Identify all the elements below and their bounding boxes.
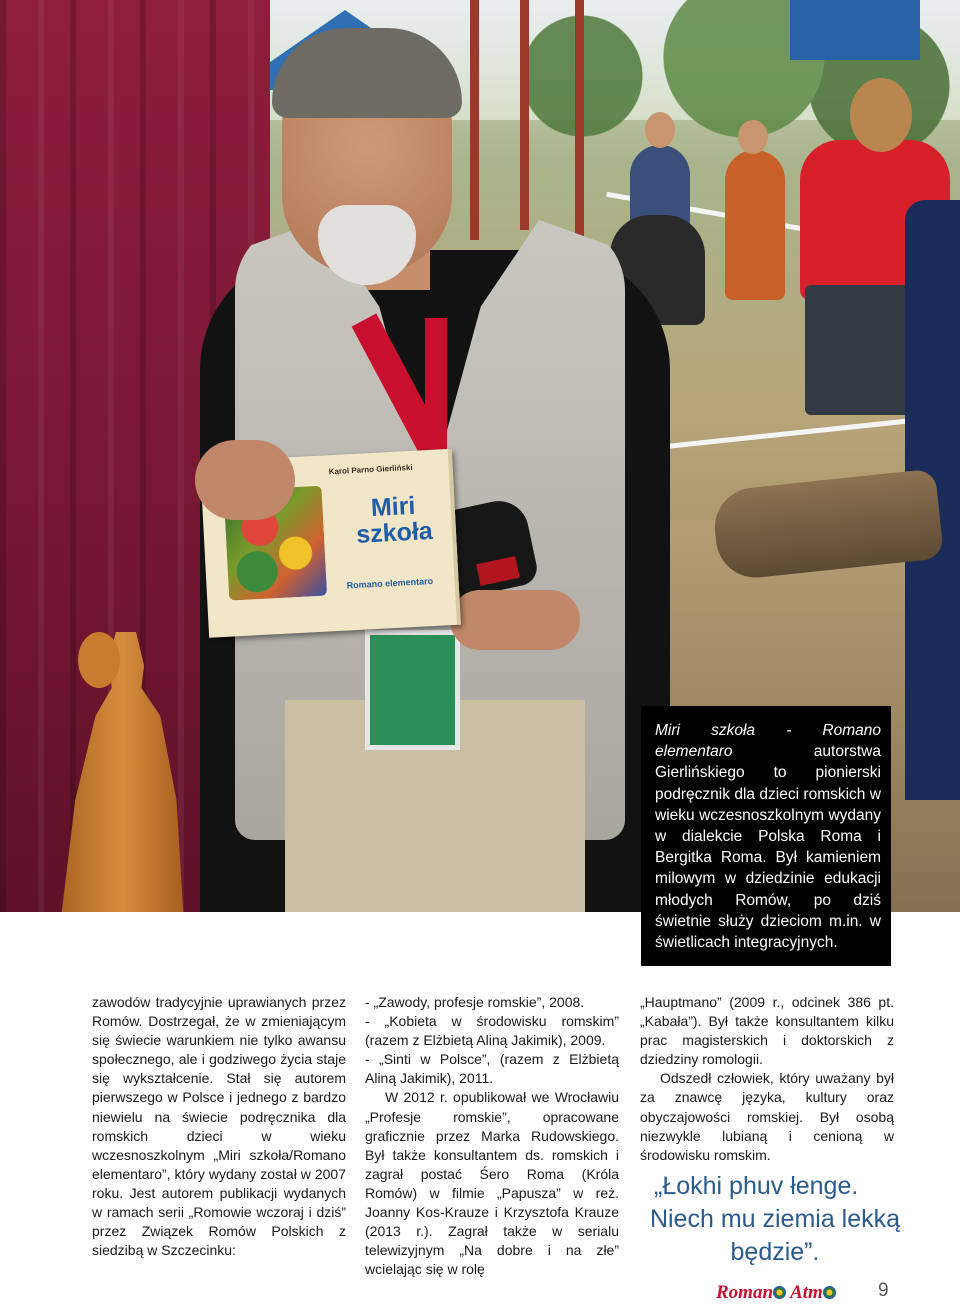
paragraph: zawodów tradycyjnie uprawianych przez Romów. Dostrzegał, że w zmieniającym się świecie warunkiem nie tylko awansu społecznego, ale i godziwego życia staje się wykształcenie. Stał się autorem pierwszego w Polsce i jednego z bardzo niewielu na świecie podręcznika dla romskich dzieci w wieku wczesnoszkolnym „Miri szkoła/Romano elementaro”, który wydany został w 2007 roku. Jest autorem publikacji wydanych w ramach serii „Romowie wczoraj i dziś” przez Związek Romów Polskich z siedzibą w Szczecinku:	[92, 994, 346, 1259]
photo-bystander-head	[738, 120, 768, 154]
photo-blue-tent-right	[790, 0, 920, 60]
logo-text: Roman	[716, 1282, 774, 1303]
photo-bystander-head	[850, 78, 912, 152]
quote-line-romani: „Łokhi phuv łenge.	[654, 1172, 859, 1200]
photo-pole	[575, 0, 584, 240]
book-subtitle: Romano elementaro	[346, 575, 434, 591]
paragraph: Odszedł człowiek, który uważany był za znawcę języka, kultury oraz obyczajowości romskiej. Był osobą niezwykle lubianą i cenioną w środowisku romskim.	[640, 1070, 894, 1163]
book-title: Miri szkoła	[355, 491, 434, 549]
photo-bystander-head	[645, 112, 675, 148]
text-column-2	[365, 993, 619, 1279]
page-number: 9	[878, 1280, 889, 1301]
photo-badge	[365, 630, 460, 750]
caption-text: autorstwa Gierlińskiego to pionierski podręcznik dla dzieci romskich w wieku wczesnoszkolnym wydany w dialekcie Polska Roma i Bergitka Roma. Był kamieniem milowym w dziedzinie edukacji młodych Romów, po dziś świetnie służy dzieciom m.in. w świetlicach integracyjnych.	[655, 743, 881, 952]
photo-pole	[470, 0, 479, 240]
publication-list-item: - „Sinti w Polsce”, (razem z Elżbietą Aliną Jakimik), 2011.	[365, 1051, 619, 1087]
publication-list-item: - „Zawody, profesje romskie”, 2008.	[365, 994, 585, 1010]
text-column-1	[92, 993, 346, 1260]
book-author: Karol Parno Gierliński	[328, 462, 413, 477]
publication-list-item: - „Kobieta w środowisku romskim” (razem z Elżbietą Aliną Jakimik), 2009.	[365, 1013, 619, 1049]
logo-text: Atm	[786, 1282, 823, 1303]
photo-man-hand	[195, 440, 295, 520]
photo-tape	[650, 418, 909, 450]
caption-book-title: Miri szkoła - Romano elementaro	[655, 722, 881, 761]
photo-bystander-shorts	[805, 285, 920, 415]
photo-bystander	[725, 150, 785, 300]
logo-wheel-icon	[773, 1286, 786, 1299]
quote-line-polish: Niech mu ziemia lekką będzie”.	[649, 1205, 901, 1266]
photo-man-hand	[450, 590, 580, 650]
photo-pole	[520, 0, 529, 230]
logo-wheel-icon	[823, 1286, 836, 1299]
photo-wooden-statue-head	[78, 632, 120, 688]
photo-caption	[641, 706, 891, 966]
closing-quote	[640, 1170, 910, 1269]
magazine-logo	[716, 1282, 836, 1304]
paragraph: „Hauptmano” (2009 r., odcinek 386 pt. „Kabała”). Był także konsultantem kilku prac magisterskich i doktorskich z dziedziny romologii.	[640, 994, 894, 1068]
photo-lanyard	[425, 318, 447, 458]
paragraph: W 2012 r. opublikował we Wrocławiu „Profesje romskie”, opracowane graficznie przez Marka Rudowskiego. Był także konsultantem ds. romskich i zagrał postać Śero Roma (Króla Romów) w filmie „Papusza” w reż. Joanny Kos-Krauze i Krzysztofa Krauze (2013 r.). Zagrał także w serialu telewizyjnym „Na dobre i na złe” wcielając się w rolę	[365, 1089, 619, 1278]
text-column-3	[640, 993, 894, 1165]
